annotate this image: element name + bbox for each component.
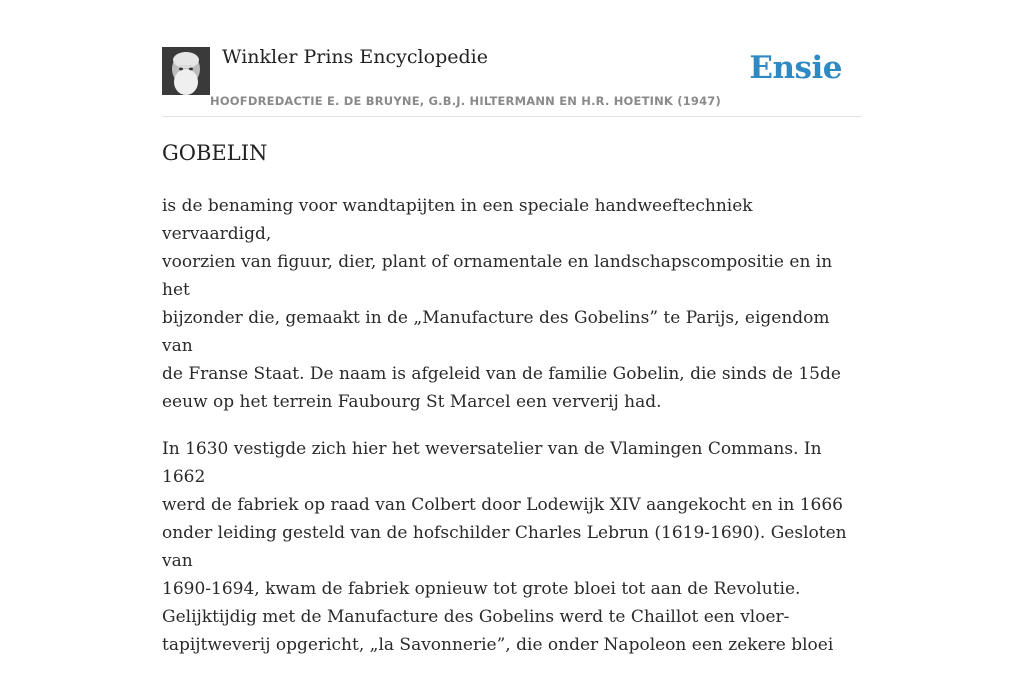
encyclopedia-title[interactable]: Winkler Prins Encyclopedie [222,46,488,68]
article-body [162,192,862,678]
source-header [162,46,862,117]
article-title: GOBELIN [162,141,268,165]
author-portrait-avatar[interactable] [162,47,210,95]
article-paragraph: In 1630 vestigde zich hier het weversatelier van de Vlamingen Commans. In 1662 werd de fabriek op raad van Colbert door Lodewijk XIV aangekocht en in 1666 onder leiding gesteld van de hofschilder Charles Lebrun (1619-1690). Gesloten van 1690-1694, kwam de fabriek opnieuw tot grote bloei tot aan de Revolutie. Gelijktijdig met de Manufacture des Gobelins werd te Chaillot een vloer- tapijtweverij opgericht, „la Savonnerie”, die onder Napoleon een zekere bloei [162,439,847,655]
editors-subtitle: HOOFDREDACTIE E. DE BRUYNE, G.B.J. HILTERMANN EN H.R. HOETINK (1947) [210,94,721,108]
ensie-logo[interactable]: Ensie [749,50,842,86]
article-paragraph: is de benaming voor wandtapijten in een speciale handweeftechniek vervaardigd, voorzien van figuur, dier, plant of ornamentale en landschapscompositie en in het bijzonder die, gemaakt in de „Manufacture des Gobelins” te Parijs, eigendom van de Franse Staat. De naam is afgeleid van de familie Gobelin, die sinds de 15de eeuw op het terrein Faubourg St Marcel een ververij had. [162,196,841,412]
